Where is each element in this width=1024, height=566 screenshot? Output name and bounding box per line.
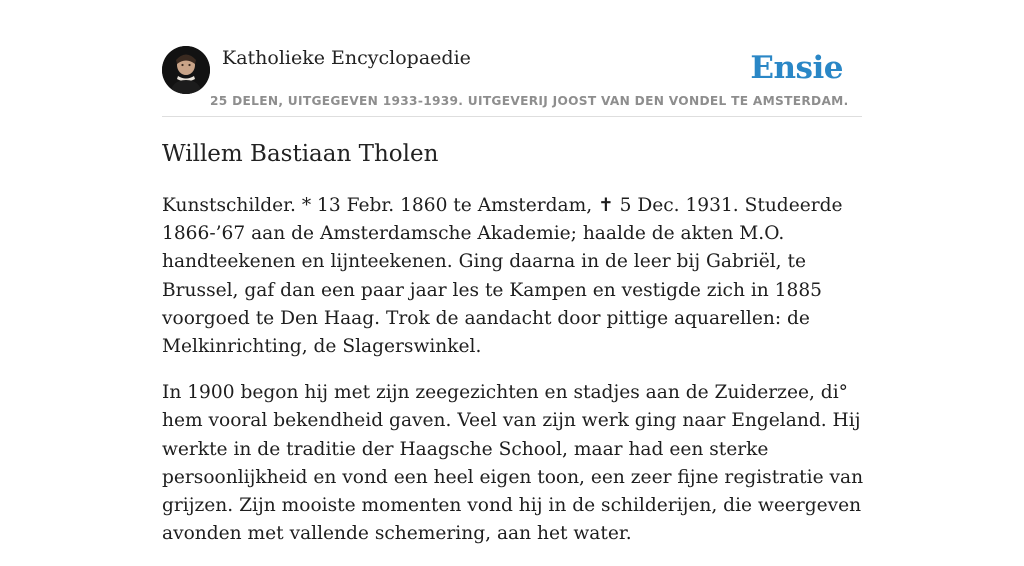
article-paragraph: Kunstschilder. * 13 Febr. 1860 te Amsterdam, ✝ 5 Dec. 1931. Studeerde 1866-’67 aan de Amsterdamsche Akademie; haalde de akten M.O. handteekenen en lijnteekenen. Ging daarna in de leer bij Gabriël, te Brussel, gaf dan een paar jaar les te Kampen en vestigde zich in 1885 voorgoed te Den Haag. Trok de aandacht door pittige aquarellen: de Melkinrichting, de Slagerswinkel. (162, 195, 843, 358)
article-paragraph: In 1900 begon hij met zijn zeegezichten en stadjes aan de Zuiderzee, di° hem vooral bekendheid gaven. Veel van zijn werk ging naar Engeland. Hij werkte in de traditie der Haagsche School, maar had een sterke persoonlijkheid en vond een heel eigen toon, een zeer fijne registratie van grijzen. Zijn mooiste momenten vond hij in de schilderijen, die weergeven avonden met vallende schemering, aan het water. (162, 382, 864, 545)
portrait-avatar-icon[interactable] (162, 46, 210, 94)
brand-logo-link[interactable]: Ensie (750, 50, 843, 86)
source-subtitle: 25 DELEN, UITGEGEVEN 1933-1939. UITGEVERIJ JOOST VAN DEN VONDEL TE AMSTERDAM. (210, 94, 849, 108)
portrait-avatar-icon-graphic (162, 46, 210, 94)
source-header (162, 46, 862, 117)
source-title[interactable]: Katholieke Encyclopaedie (222, 47, 471, 69)
entry-title: Willem Bastiaan Tholen (162, 141, 439, 167)
article-content (162, 138, 868, 566)
